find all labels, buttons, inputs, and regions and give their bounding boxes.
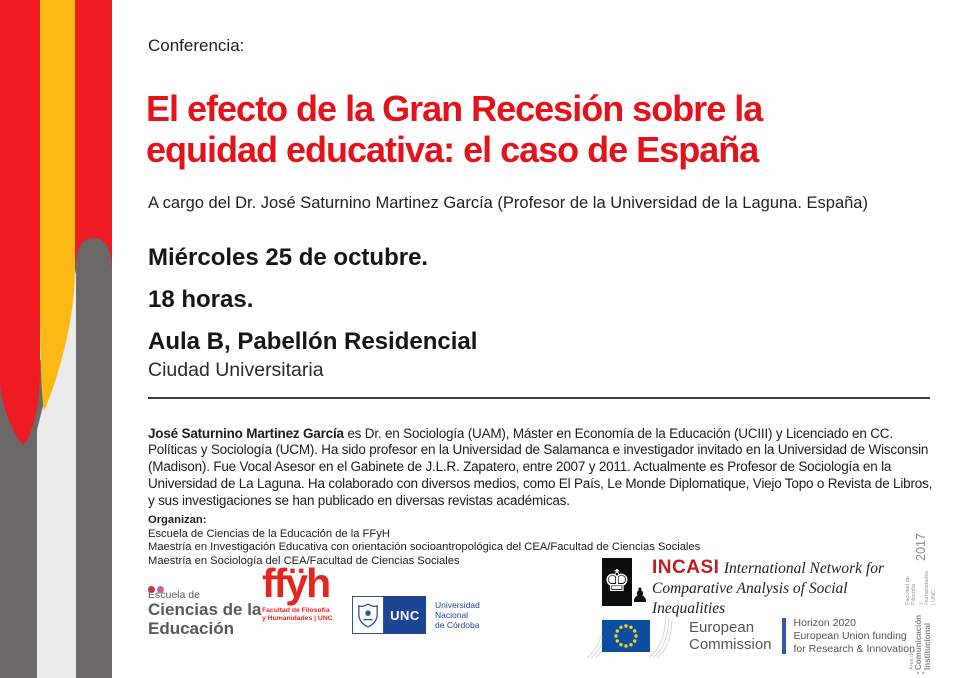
eu-flag-icon [585, 612, 681, 660]
organizer-item: Escuela de Ciencias de la Educación de la FFyH [148, 527, 390, 540]
speaker-name: José Saturnino Martinez García [148, 425, 344, 441]
ffyh-caption-line2: y Humanidades | UNC [262, 614, 333, 622]
speaker-subtitle: A cargo del Dr. José Saturnino Martinez García (Profesor de la Universidad de la Laguna. España) [148, 194, 868, 212]
horizon-program-line2: European Union funding [793, 629, 907, 642]
decorative-sidebar-graphic [0, 0, 120, 678]
horizontal-divider [148, 397, 930, 399]
ec-name-line1: European [689, 619, 755, 636]
incasi-logo [602, 558, 908, 619]
title-line-1: El efecto de la Gran Recesión sobre la [146, 88, 763, 129]
european-commission-logo [585, 612, 915, 660]
chess-pawn-icon: ♟ [631, 583, 649, 607]
event-campus: Ciudad Universitaria [148, 359, 324, 381]
ffyh-wordmark: ffÿh [262, 560, 330, 606]
event-time: 18 horas. [148, 286, 254, 313]
credit-year: 2017 [914, 533, 928, 561]
incasi-descriptor-line2: Comparative Analysis of Social Inequalities [652, 580, 848, 617]
unc-acronym-badge: UNC [384, 596, 426, 634]
ec-name-line2: Commission [689, 636, 772, 653]
vertical-credit-strip [903, 533, 939, 675]
organizers-label: Organizan: [148, 514, 207, 526]
speaker-bio [148, 426, 934, 510]
chess-pieces-icon [602, 558, 648, 608]
credit-small-line1: Facultad de Filosofía [904, 576, 918, 605]
credit-dept-line2: Institucional [923, 622, 932, 670]
credit-prefix: Área de [909, 650, 916, 670]
unc-name-line2: Nacional [435, 610, 469, 620]
unc-logo [352, 596, 480, 634]
escuela-logo-line2: Educación [148, 618, 234, 638]
escuela-ciencias-educacion-logo [148, 580, 261, 638]
unc-crest-icon [352, 596, 384, 634]
credit-small-line2: y Humanidades | UNC [917, 570, 937, 605]
unc-name-line3: de Córdoba [435, 620, 480, 630]
escuela-dots-icon [148, 580, 261, 588]
chess-king-icon: ♚ [603, 564, 631, 599]
ffyh-logo [262, 562, 352, 623]
credit-dept-line1: Comunicación [914, 614, 924, 670]
organizer-item: Maestría en Sociología del CEA/Facultad de Ciencias Sociales [148, 554, 460, 567]
escuela-logo-top: Escuela de [148, 589, 200, 601]
incasi-descriptor-line1: International Network for [723, 560, 885, 577]
incasi-acronym: INCASI [652, 557, 720, 578]
escuela-logo-line1: Ciencias de la [148, 600, 262, 619]
page-title [146, 88, 946, 170]
horizon-program-line3: for Research & Innovation [793, 642, 915, 655]
title-line-2: equidad educativa: el caso de España [146, 129, 759, 170]
speaker-bio-text: es Dr. en Sociología (UAM), Máster en Economía de la Educación (UCIII) y Licenciado en CC. Políticas y Sociología (UCM). Ha sido profesor en la Universidad de Salamanca e investigador invitado en la Universidad de Wisconsin (Madison). Fue Vocal Asesor en el Gabinete de J.L.R. Zapatero, entre 2007 y 2011. Actualmente es Profesor de Sociología en la Universidad de La Laguna. Ha colaborado con diversos medios, como El País, Le Monde Diplomatique, Viejo Topo o Revista de Libros, y sus investigaciones se han publicado en diversas revistas académicas. [148, 425, 933, 508]
event-date: Miércoles 25 de octubre. [148, 244, 429, 271]
horizon-program-line1: Horizon 2020 [793, 616, 856, 629]
ffyh-caption-line1: Facultad de Filosofía [262, 607, 330, 614]
ec-divider-bar [782, 618, 786, 654]
unc-name-line1: Universidad [435, 600, 480, 610]
event-details [148, 244, 748, 382]
event-venue: Aula B, Pabellón Residencial [148, 328, 478, 355]
organizer-item: Maestría en Investigación Educativa con orientación socioantropológica del CEA/Facultad de Ciencias Sociales [148, 541, 701, 554]
kicker-label: Conferencia: [148, 36, 245, 55]
